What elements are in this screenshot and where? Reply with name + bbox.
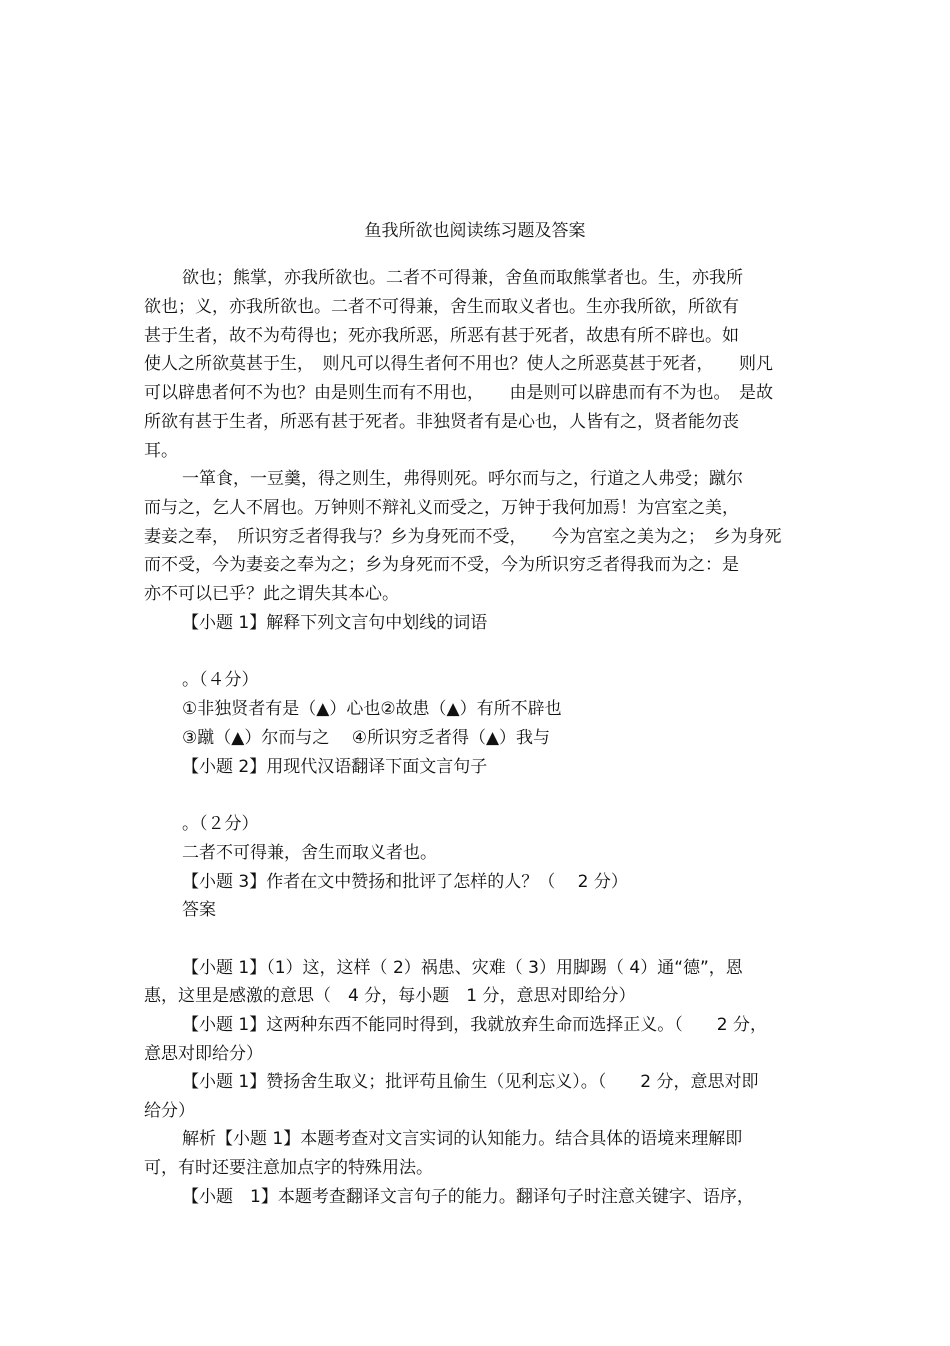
question-2-heading: 【小题 2】用现代汉语翻译下面文言句子 [182,757,488,777]
passage-line: 而与之，乞人不屑也。万钟则不辩礼义而受之，万钟于我何加焉！为宫室之美， [144,498,739,518]
question-3-heading: 【小题 3】作者在文中赞扬和批评了怎样的人？（ 2 分） [182,872,628,892]
answer-line: 【小题 1】赞扬舍生取义；批评苟且偷生（见利忘义）。（ 2 分，意思对即 [182,1072,759,1092]
answers-heading: 答案 [182,900,216,920]
analysis-line: 可，有时还要注意加点字的特殊用法。 [144,1158,433,1178]
question-2-score: 。（２分） [182,814,259,834]
analysis-line: 【小题 1】本题考查翻译文言句子的能力。翻译句子时注意关键字、语序， [182,1187,754,1207]
passage-line: 亦不可以已乎？此之谓失其本心。 [144,584,399,604]
passage-line: 欲也；熊掌，亦我所欲也。二者不可得兼，舍鱼而取熊掌者也。生，亦我所 [182,268,743,288]
passage-line: 一箪食，一豆羹，得之则生，弗得则死。呼尔而与之，行道之人弗受；蹴尔 [182,469,743,489]
answer-line: 【小题 1】这两种东西不能同时得到，我就放弃生命而选择正义。（ 2 分， [182,1015,767,1035]
question-1-item: ①非独贤者有是（▲）心也②故患（▲）有所不辟也 [182,699,562,719]
passage-line: 使人之所欲莫甚于生， 则凡可以得生者何不用也？使人之所恶莫甚于死者， 则凡 [144,354,773,374]
answer-line: 惠，这里是感激的意思（ 4 分，每小题 1 分，意思对即给分） [144,986,636,1006]
question-2-sentence: 二者不可得兼，舍生而取义者也。 [182,843,437,863]
question-1-score: 。（４分） [182,670,259,690]
answer-line: 给分） [144,1101,195,1121]
analysis-line: 解析【小题 1】本题考查对文言实词的认知能力。结合具体的语境来理解即 [182,1129,743,1149]
question-1-item: ③蹴（▲）尔而与之 ④所识穷乏者得（▲）我与 [182,728,551,748]
passage-line: 所欲有甚于生者，所恶有甚于死者。非独贤者有是心也，人皆有之，贤者能勿丧 [144,412,739,432]
passage-line: 可以辟患者何不为也？由是则生而有不用也， 由是则可以辟患而有不为也。 是故 [144,383,773,403]
passage-line: 甚于生者，故不为苟得也；死亦我所恶，所恶有甚于死者，故患有所不辟也。如 [144,326,739,346]
passage-line: 而不受，今为妻妾之奉为之；乡为身死而不受，今为所识穷乏者得我而为之：是 [144,555,739,575]
answer-line: 意思对即给分） [144,1044,263,1064]
document-title: 鱼我所欲也阅读练习题及答案 [364,221,586,241]
passage-line: 耳。 [144,441,178,461]
question-1-heading: 【小题 1】解释下列文言句中划线的词语 [182,613,488,633]
answer-line: 【小题 1】（1）这，这样（ 2）祸患、灾难（ 3）用脚踢（ 4）通“德”，恩 [182,958,743,978]
passage-line: 欲也；义，亦我所欲也。二者不可得兼，舍生而取义者也。生亦我所欲，所欲有 [144,297,739,317]
passage-line: 妻妾之奉， 所识穷乏者得我与？乡为身死而不受， 今为宫室之美为之； 乡为身死 [144,527,782,547]
